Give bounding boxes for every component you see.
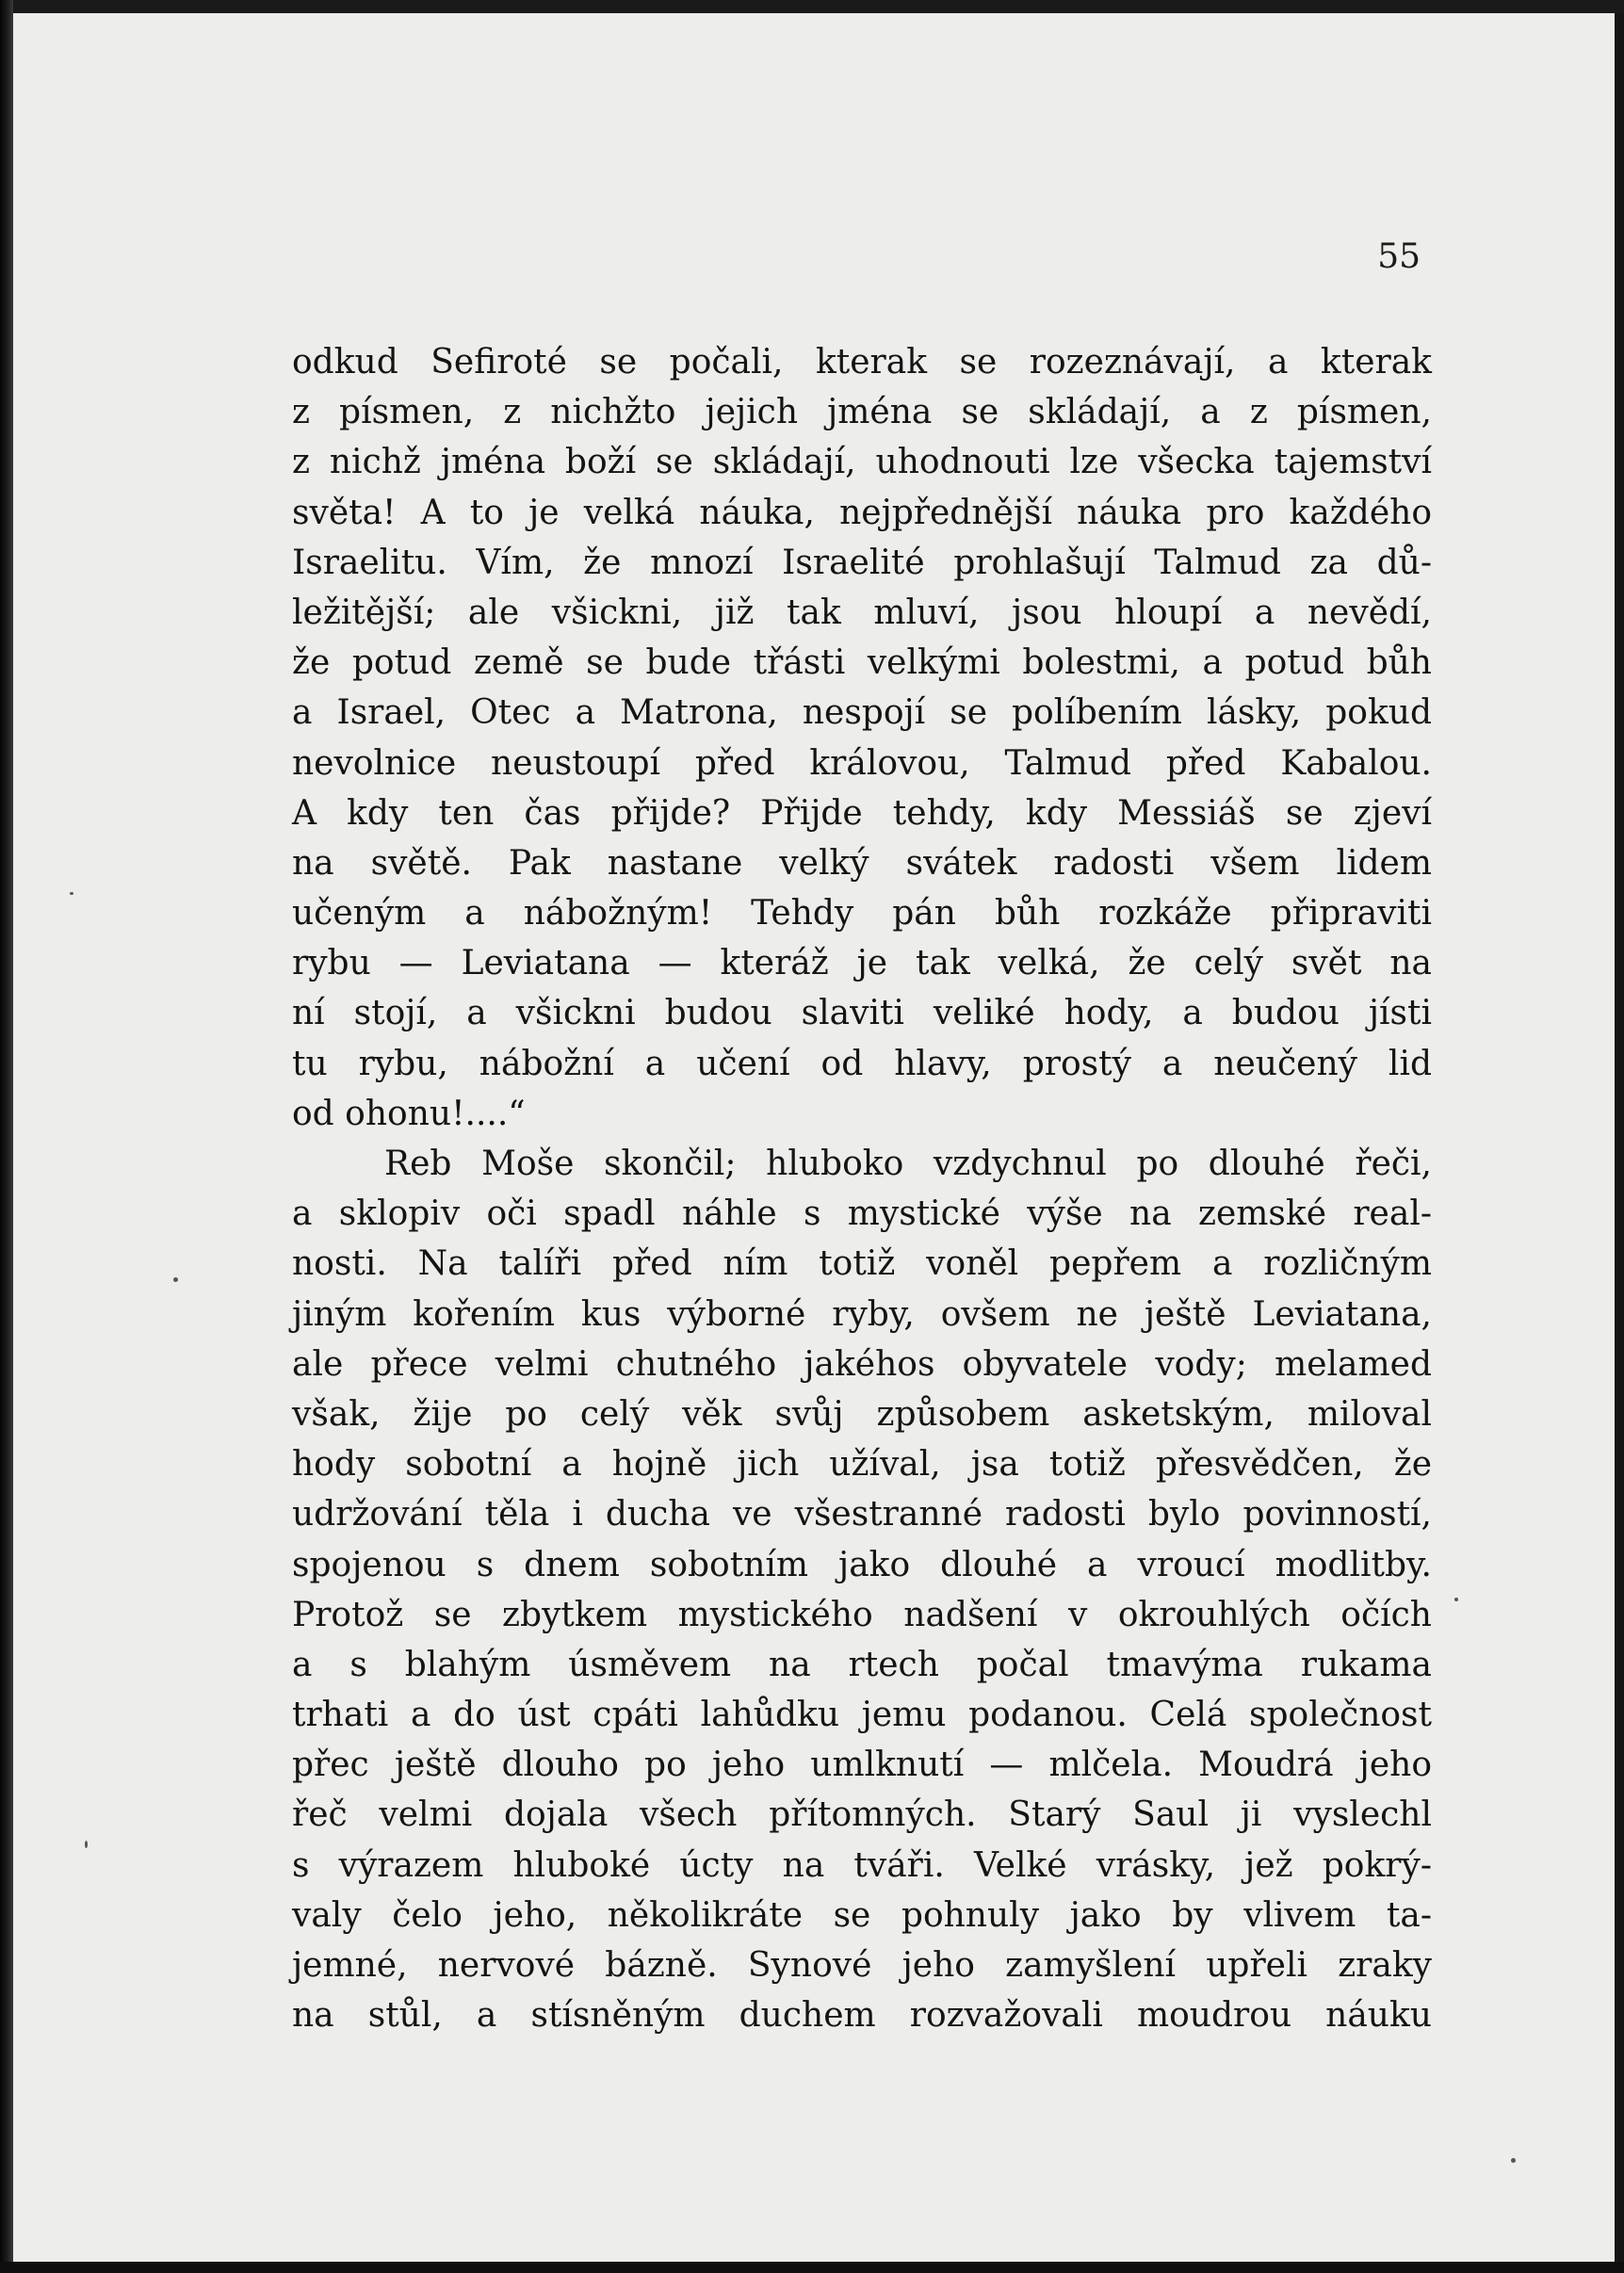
text-line: udržování těla i ducha ve všestranné radosti bylo povinností, [292,1495,1432,1534]
text-line: trhati a do úst cpáti lahůdku jemu podanou. Celá společnost [292,1696,1432,1735]
text-line: řeč velmi dojala všech přítomných. Starý Saul ji vyslechl [292,1795,1432,1835]
text-line-paragraph-end: od ohonu!....“ [292,1094,526,1133]
book-page [13,13,1615,2273]
text-line-paragraph-start: Reb Moše skončil; hluboko vzdychnul po dlouhé řeči, [384,1145,1432,1183]
text-line: hody sobotní a hojně jich užíval, jsa totiž přesvědčen, že [292,1445,1432,1485]
text-line: nosti. Na talíři před ním totiž voněl pepřem a rozličným [292,1244,1432,1284]
text-line: Israelitu. Vím, že mnozí Israelité prohlašují Talmud za dů- [292,543,1432,582]
scan-speck [1511,2158,1516,2163]
scan-top-edge [0,0,1624,13]
text-line: odkud Sefiroté se počali, kterak se rozeznávají, a kterak [292,343,1432,382]
text-line: spojenou s dnem sobotním jako dlouhé a vroucí modlitby. [292,1545,1432,1584]
scan-left-edge [0,0,13,2273]
text-line: světa! A to je velká náuka, nejpřednější náuka pro každého [292,493,1432,532]
text-line: na světě. Pak nastane velký svátek radosti všem lidem [292,843,1432,883]
text-line: a sklopiv oči spadl náhle s mystické výše na zemské real- [292,1194,1432,1234]
text-line: A kdy ten čas přijde? Přijde tehdy, kdy Messiáš se zjeví [292,793,1432,833]
text-line: ležitější; ale všickni, již tak mluví, jsou hloupí a nevědí, [292,593,1432,632]
scan-speck [70,892,73,895]
scan-bottom-edge [0,2262,1624,2273]
scan-speck [173,1277,178,1282]
text-line: rybu — Leviatana — kteráž je tak velká, že celý svět na [292,944,1432,983]
scan-speck [85,1841,88,1848]
text-line: že potud země se bude třásti velkými bolestmi, a potud bůh [292,643,1432,683]
page-number: 55 [1377,237,1421,276]
text-line: s výrazem hluboké úcty na tváři. Velké vrásky, jež pokrý- [292,1845,1432,1885]
text-line: však, žije po celý věk svůj způsobem asketským, miloval [292,1394,1432,1434]
text-line: na stůl, a stísněným duchem rozvažovali moudrou náuku [292,1996,1432,2036]
text-line: valy čelo jeho, několikráte se pohnuly jako by vlivem ta- [292,1895,1432,1935]
text-line: jiným kořením kus výborné ryby, ovšem ne ještě Leviatana, [292,1294,1432,1334]
text-line: a Israel, Otec a Matrona, nespojí se políbením lásky, pokud [292,693,1432,733]
text-line: tu rybu, nábožní a učení od hlavy, prostý a neučený lid [292,1044,1432,1083]
scan-speck [1454,1598,1458,1601]
text-line: ní stojí, a všickni budou slaviti veliké hody, a budou jísti [292,994,1432,1033]
text-line: a s blahým úsměvem na rtech počal tmavýma rukama [292,1645,1432,1684]
text-line: ale přece velmi chutného jakéhos obyvatele vody; melamed [292,1344,1432,1384]
body-text [292,337,1432,2040]
text-line: z písmen, z nichžto jejich jména se skládají, a z písmen, [292,393,1432,432]
text-line: jemné, nervové bázně. Synové jeho zamyšlení upřeli zraky [292,1946,1432,1985]
text-line: Protož se zbytkem mystického nadšení v okrouhlých očích [292,1595,1432,1634]
text-line: nevolnice neustoupí před královou, Talmud před Kabalou. [292,743,1432,783]
text-line: přec ještě dlouho po jeho umlknutí — mlčela. Moudrá jeho [292,1745,1432,1785]
text-line: z nichž jména boží se skládají, uhodnouti lze všecka tajemství [292,443,1432,482]
text-line: učeným a nábožným! Tehdy pán bůh rozkáže připraviti [292,894,1432,934]
